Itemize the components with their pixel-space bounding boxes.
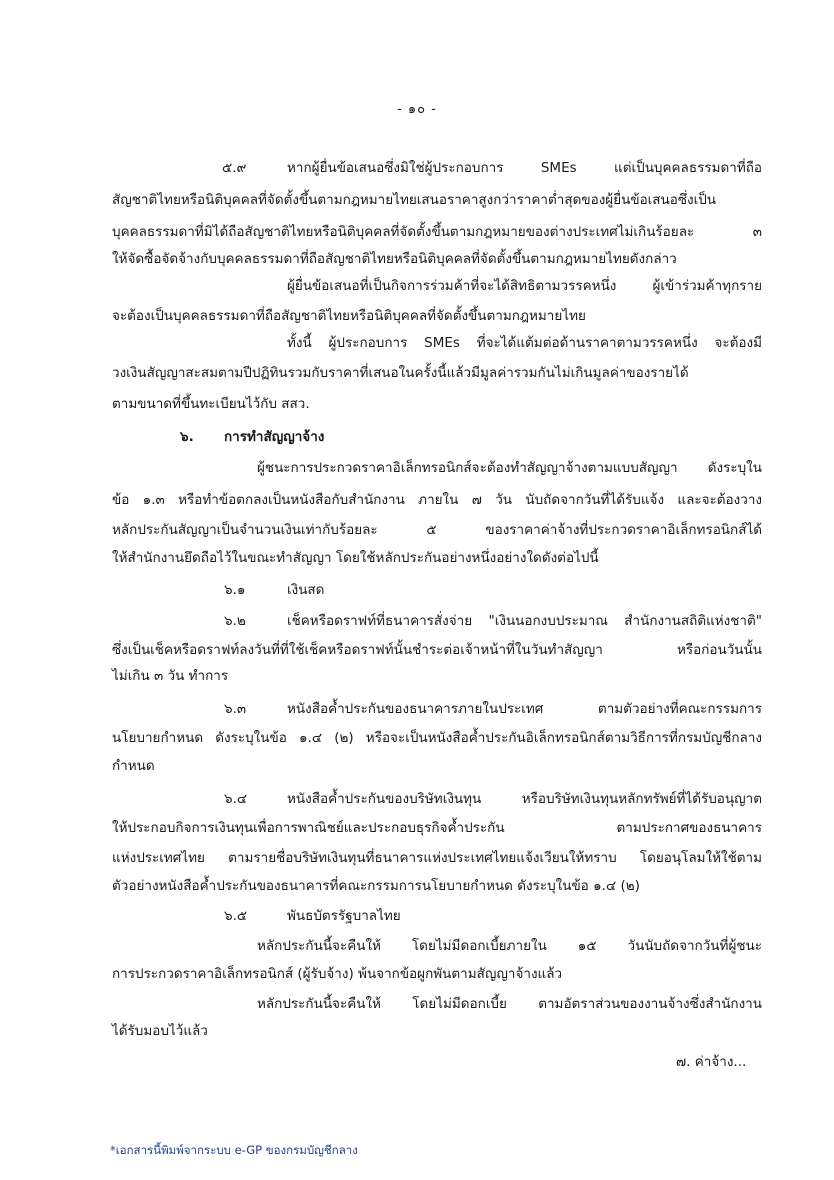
s64-line: แห่งประเทศไทย ตามรายชื่อบริษัทเงินทุนที่ธนาคารแห่งประเทศไทยแจ้งเวียนให้ทราบ โดยอนุโลมให้ใช้ตาม <box>112 850 762 866</box>
s59-line: สัญชาติไทยหรือนิติบุคคลที่จัดตั้งขึ้นตามกฎหมายไทยเสนอราคาสูงกว่าราคาต่ำสุดของผู้ยื่นข้อเสนอซึ่งเป็น <box>112 192 717 208</box>
s65-p1-first-line: หลักประกันนี้จะคืนให้ โดยไม่มีดอกเบี้ยภายใน ๑๕ วันนับถัดจากวันที่ผู้ชนะ <box>257 938 762 954</box>
s64-line: ให้ประกอบกิจการเงินทุนเพื่อการพาณิชย์และประกอบธุรกิจค้ำประกัน ตามประกาศของธนาคาร <box>112 820 762 836</box>
s62-first-line: เช็คหรือดราฟท์ที่ธนาคารสั่งจ่าย "เงินนอกงบประมาณ สำนักงานสถิติแห่งชาติ" <box>287 613 762 629</box>
section-number-6-2: ๖.๒ <box>224 613 246 629</box>
s61-text: เงินสด <box>287 582 325 598</box>
s59-p2-first-line: ผู้ยื่นข้อเสนอที่เป็นกิจการร่วมค้าที่จะได้สิทธิตามวรรคหนึ่ง ผู้เข้าร่วมค้าทุกราย <box>287 278 762 294</box>
section-number-6-4: ๖.๔ <box>224 791 248 807</box>
section-number-6-5: ๖.๕ <box>224 908 248 924</box>
s59-p3-first-line: ทั้งนี้ ผู้ประกอบการ SMEs ที่จะได้แต้มต่อด้านราคาตามวรรคหนึ่ง จะต้องมี <box>287 335 762 351</box>
s59-p3-line: วงเงินสัญญาสะสมตามปีปฏิทินรวมกับราคาที่เสนอในครั้งนี้แล้วมีมูลค่ารวมกันไม่เกินมูลค่าของรายได้ <box>112 365 689 381</box>
continuation-marker: ๗. ค่าจ้าง... <box>676 1054 747 1070</box>
s63-first-line: หนังสือค้ำประกันของธนาคารภายในประเทศ ตามตัวอย่างที่คณะกรรมการ <box>287 701 762 717</box>
s65-p2-first-line: หลักประกันนี้จะคืนให้ โดยไม่มีดอกเบี้ย ตามอัตราส่วนของงานจ้างซึ่งสำนักงาน <box>257 996 762 1012</box>
s6-line: ข้อ ๑.๓ หรือทำข้อตกลงเป็นหนังสือกับสำนักงาน ภายใน ๗ วัน นับถัดจากวันที่ได้รับแจ้ง และจะต้องวาง <box>112 492 762 508</box>
s59-p3-line: ตามขนาดที่ขึ้นทะเบียนไว้กับ สสว. <box>112 396 310 412</box>
s64-first-line: หนังสือค้ำประกันของบริษัทเงินทุน หรือบริษัทเงินทุนหลักทรัพย์ที่ได้รับอนุญาต <box>287 791 762 807</box>
s6-first-line: ผู้ชนะการประกวดราคาอิเล็กทรอนิกส์จะต้องทำสัญญาจ้างตามแบบสัญญา ดังระบุใน <box>257 460 762 476</box>
s65-p1-line: การประกวดราคาอิเล็กทรอนิกส์ (ผู้รับจ้าง) พ้นจากข้อผูกพันตามสัญญาจ้างแล้ว <box>112 966 563 982</box>
s65-p2-line: ได้รับมอบไว้แล้ว <box>112 1023 208 1039</box>
section-number-6-1: ๖.๑ <box>224 582 246 598</box>
s62-line: ไม่เกิน ๓ วัน ทำการ <box>112 668 229 684</box>
s59-line: ให้จัดซื้อจัดจ้างกับบุคคลธรรมดาที่ถือสัญชาติไทยหรือนิติบุคคลที่จัดตั้งขึ้นตามกฎหมายไทยดังกล่าว <box>112 251 677 267</box>
s63-line: นโยบายกำหนด ดังระบุในข้อ ๑.๔ (๒) หรือจะเป็นหนังสือค้ำประกันอิเล็กทรอนิกส์ตามวิธีการที่กรมบัญชีกลาง <box>112 730 762 746</box>
s64-line: ตัวอย่างหนังสือค้ำประกันของธนาคารที่คณะกรรมการนโยบายกำหนด ดังระบุในข้อ ๑.๔ (๒) <box>112 878 640 894</box>
s59-line: บุคคลธรรมดาที่มิได้ถือสัญชาติไทยหรือนิติบุคคลที่จัดตั้งขึ้นตามกฎหมายของต่างประเทศไม่เกินร้อยละ ๓ <box>112 224 762 240</box>
section-title: การทำสัญญาจ้าง <box>224 429 325 445</box>
s59-p2-line: จะต้องเป็นบุคคลธรรมดาที่ถือสัญชาติไทยหรือนิติบุคคลที่จัดตั้งขึ้นตามกฎหมายไทย <box>112 308 586 324</box>
s59-first-line: หากผู้ยื่นข้อเสนอซึ่งมิใช่ผู้ประกอบการ SMEs แต่เป็นบุคคลธรรมดาที่ถือ <box>287 160 762 176</box>
s63-line: กำหนด <box>112 758 155 774</box>
s6-line: หลักประกันสัญญาเป็นจำนวนเงินเท่ากับร้อยละ ๕ ของราคาค่าจ้างที่ประกวดราคาอิเล็กทรอนิกส์ได้ <box>112 522 762 538</box>
section-number-6: ๖. <box>180 429 194 445</box>
section-number-6-3: ๖.๓ <box>224 701 247 717</box>
page-number: - ๑๐ - <box>397 102 437 117</box>
section-number-5-9: ๕.๙ <box>222 160 247 176</box>
s65-text: พันธบัตรรัฐบาลไทย <box>287 908 401 924</box>
s6-line: ให้สำนักงานยึดถือไว้ในขณะทำสัญญา โดยใช้หลักประกันอย่างหนึ่งอย่างใดดังต่อไปนี้ <box>112 550 599 566</box>
document-footer: *เอกสารนี้พิมพ์จากระบบ e-GP ของกรมบัญชีกลาง <box>110 1143 358 1157</box>
s62-line: ซึ่งเป็นเช็คหรือดราฟท์ลงวันที่ที่ใช้เช็คหรือดราฟท์นั้นชำระต่อเจ้าหน้าที่ในวันทำสัญญา หรือก่อนวันนั้น <box>112 642 762 658</box>
